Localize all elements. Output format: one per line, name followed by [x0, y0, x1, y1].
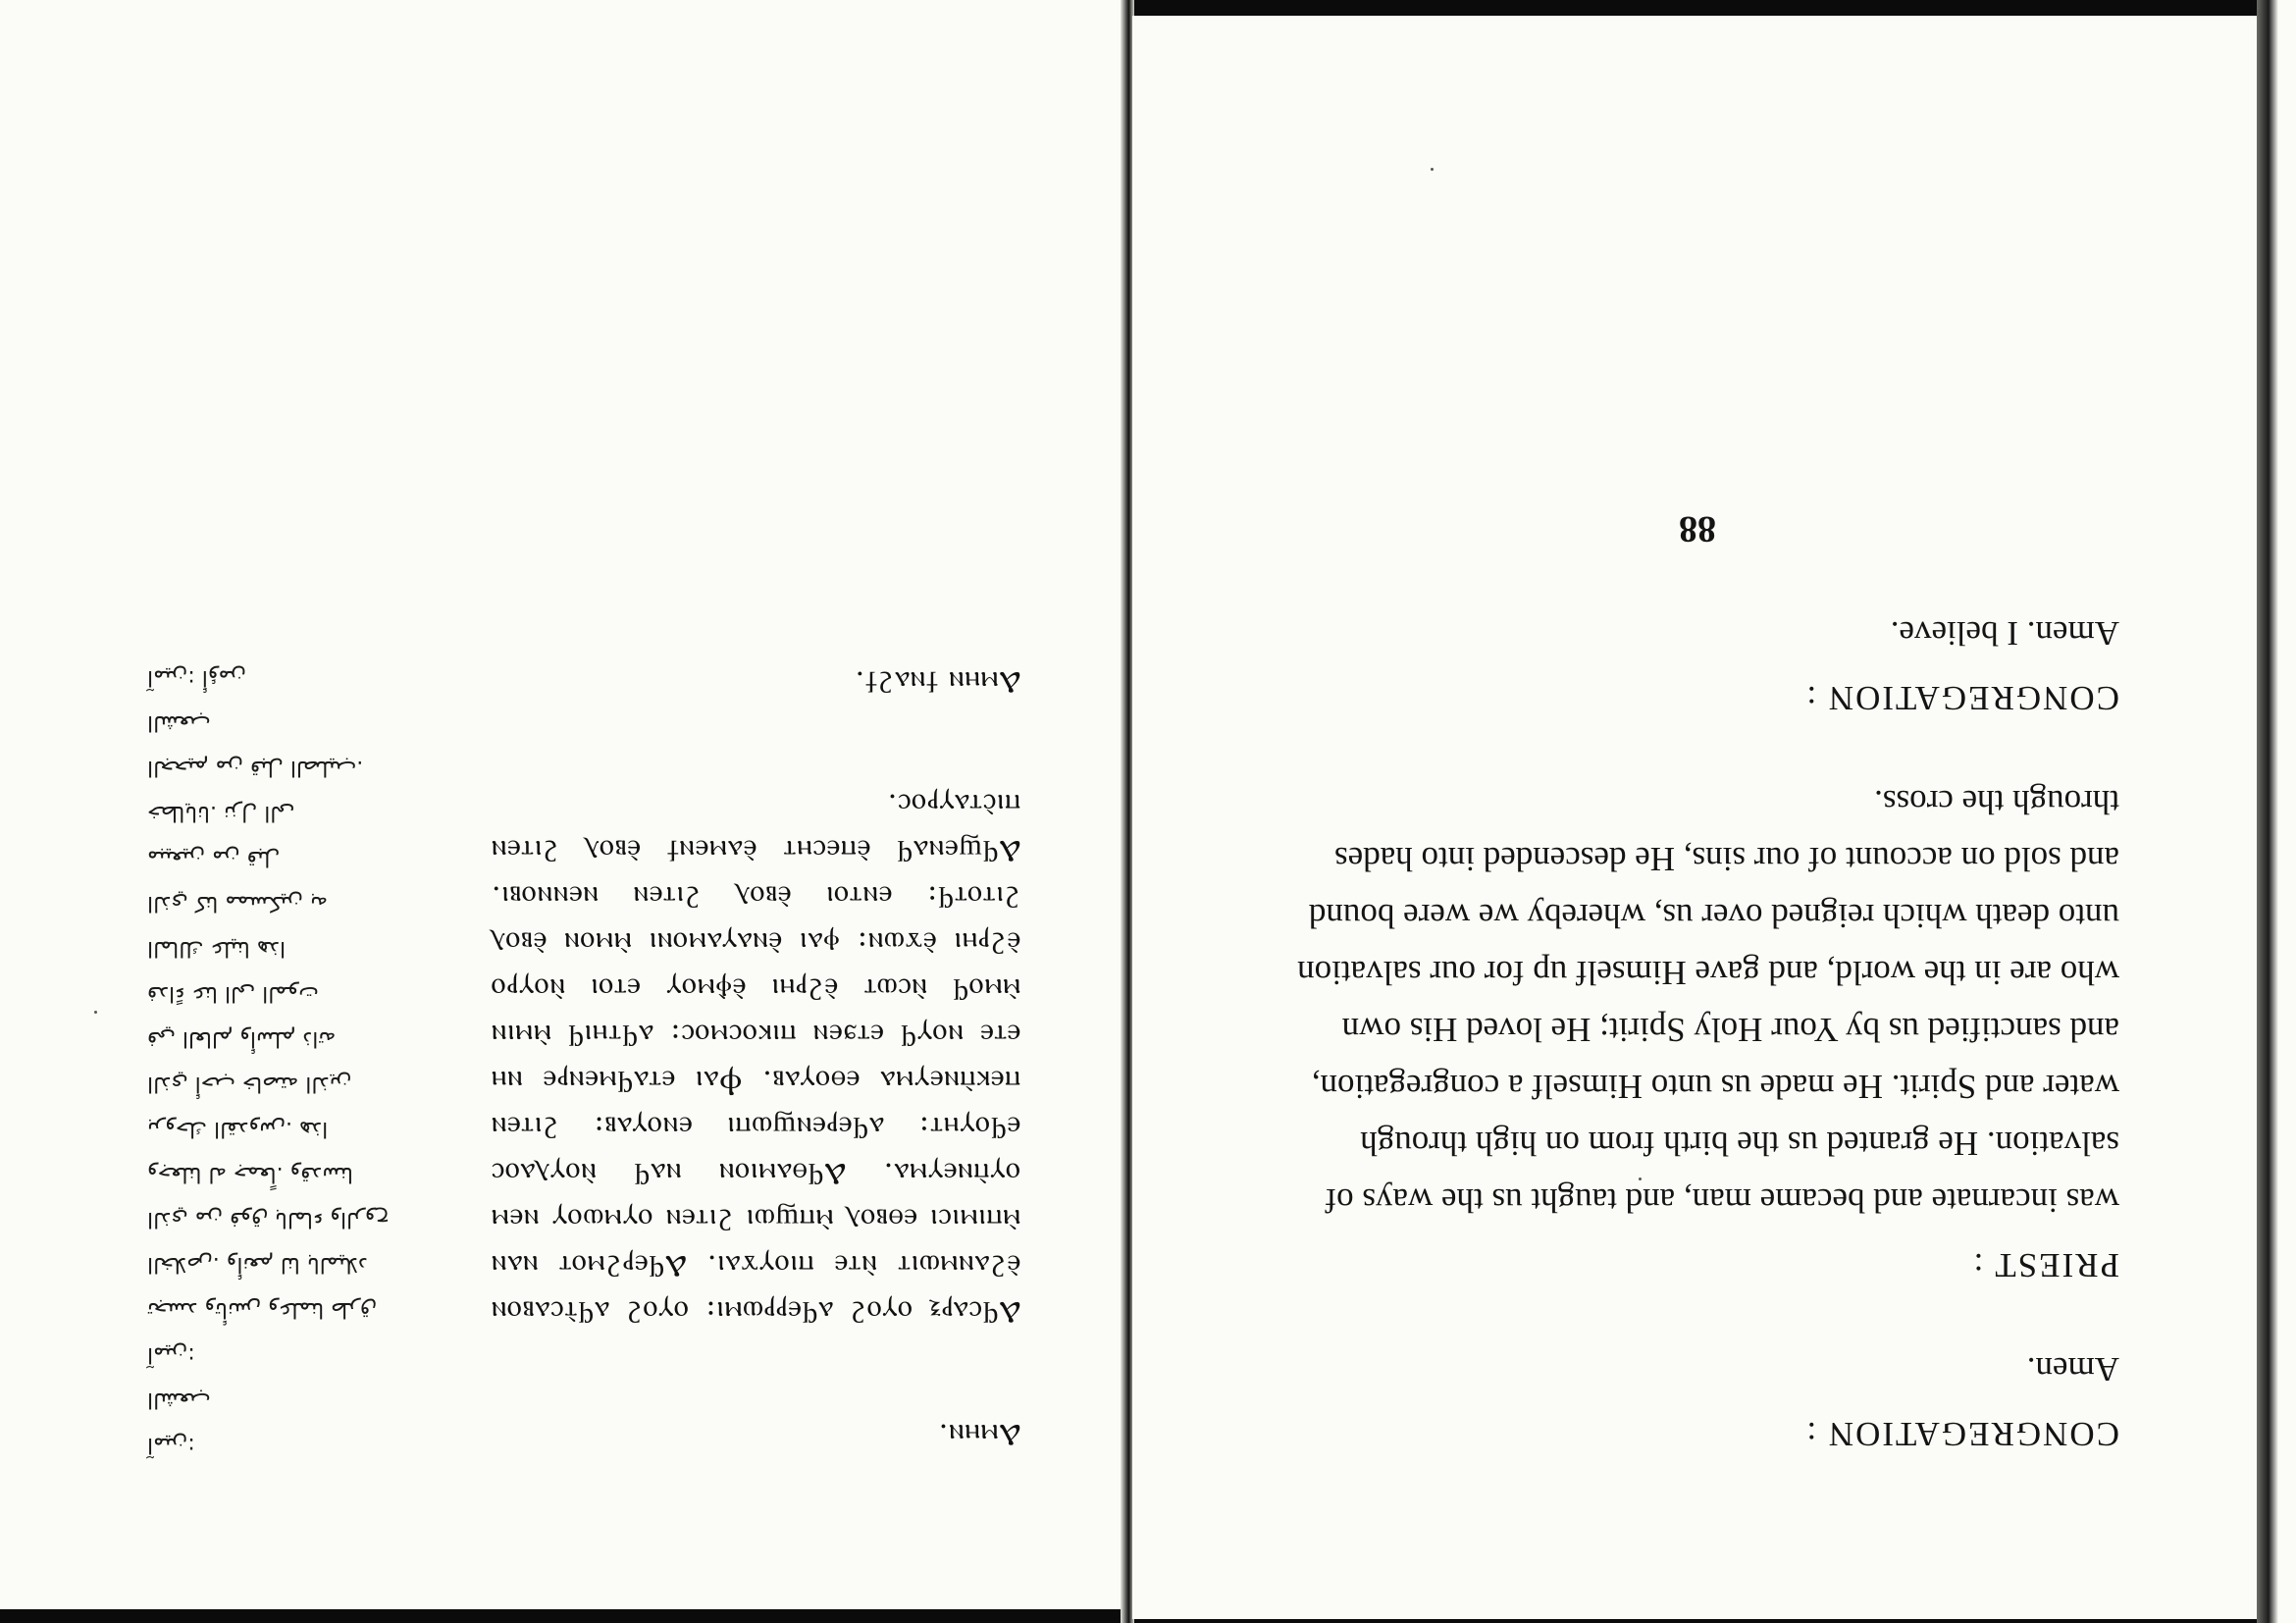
coptic-amen: Ⲁⲙⲏⲛ. — [937, 1417, 1020, 1451]
arabic-line: آمين: — [147, 1342, 195, 1367]
arabic-line: تجسد وتأنس وعلمنا طرق — [147, 1297, 377, 1322]
arabic-line: في العالم وأسلم ذاته — [147, 1026, 337, 1051]
coptic-closing: Ⲁⲙⲏⲛ ϯⲛⲁϩϯ. — [854, 664, 1020, 699]
arabic-line: فداءً عنا الى الموت — [147, 981, 319, 1006]
paper-speck — [1431, 168, 1434, 171]
arabic-line: آمين: أؤمن — [147, 665, 246, 690]
coptic-paragraph: Ⲁϥⲥⲁⲣⲝ ⲟⲩⲟϩ ⲁϥⲉⲣⲣⲱⲙⲓ: ⲟⲩⲟϩ ⲁϥⲧ̀ⲥⲁⲃⲟⲛ ⲉ̀ϩⲁⲛⲙⲱⲓⲧ ⲛ̀ⲧⲉ ⲡⲓⲟⲩϫⲁⲓ. Ⲁϥⲉⲣϩⲙⲟⲧ ⲛⲁⲛ ⲙ̀ⲡⲓⲙⲓⲥⲓ ⲉⲑⲃⲟⲗ ⲙ̀ⲡϣⲱⲓ ϩⲓⲧⲉⲛ ⲟⲩⲙⲱⲟⲩ ⲛⲉⲙ ⲟⲩⲡ̀ⲛⲉⲩⲙⲁ. Ⲁϥⲑⲁⲙⲓⲟⲛ ⲛⲁϥ ⲛ̀ⲟⲩⲗⲁⲟⲥ ⲉϥⲟⲩⲏⲧ: ⲁϥⲉⲣⲉⲛϣⲱⲡⲓ ⲉⲛⲟⲩⲁⲃ: ϩⲓⲧⲉⲛ ⲡⲉⲕⲡ̀ⲛⲉⲩⲙⲁ ⲉⲑⲟⲩⲁⲃ. Ⲫⲁⲓ ⲉⲧⲁϥⲙⲉⲛⲣⲉ ⲛⲏ ⲉⲧⲉ ⲛⲟⲩϥ ⲉⲧϧⲉⲛ ⲡⲓⲕⲟⲥⲙⲟⲥ: ⲁϥⲧⲏⲓϥ ⲙ̀ⲙⲓⲛ ⲙ̀ⲙⲟϥ ⲛ̀ⲥⲱⲧ ⲉ̀ϩⲣⲏⲓ ⲉ̀ⲫ̀ⲙⲟⲩ ⲉⲧⲟⲓ ⲛ̀ⲟⲩⲣⲟ ⲉ̀ϩⲣⲏⲓ ⲉ̀ϫⲱⲛ: ⲫⲁⲓ ⲉ̀ⲛⲁⲩⲁⲙⲟⲛⲓ ⲙ̀ⲙⲟⲛ ⲉ̀ⲃⲟⲗ ϩⲓⲧⲟⲧϥ: ⲉⲛⲧⲟⲓ ⲉ̀ⲃⲟⲗ ϩⲓⲧⲉⲛ ⲛⲉⲛⲛⲟⲃⲓ. Ⲁϥϣⲉⲛⲁϥ ⲉ̀ⲡⲉⲥⲏⲧ ⲉ̀ⲁⲙⲉⲛϯ ⲉ̀ⲃⲟⲗ ϩⲓⲧⲉⲛ ⲡⲓⲥ̀ⲧⲁⲩⲣⲟⲥ. — [491, 787, 1020, 1329]
coptic-text-block — [491, 221, 1020, 1457]
priest-heading: PRIEST : — [1971, 1246, 2119, 1284]
page-number: 88 — [1679, 508, 1716, 550]
arabic-line: الذي أحب خاصته الذين — [147, 1072, 352, 1096]
priest-text: was incarnate and became man, and taught us the ways of salvation. He granted us the birth from on high through water and Spirit. He made us unto Himself a congregation, and sanctified us by Your Holy Spirit; He loved His own who are in the world, and gave Himself up for our salvation unto death which reigned over us, whereby we were bound and sold on account of our sins, He descended into hades through the cross. — [1297, 783, 2119, 1220]
paper-speck — [94, 1011, 97, 1014]
arabic-line: الذي من فوق بالماء والروح — [147, 1207, 390, 1231]
arabic-line: خطايانا. نزل الى — [147, 801, 295, 825]
page-edge — [2257, 0, 2296, 1623]
paper-speck — [1639, 1178, 1642, 1180]
arabic-line: مبيعين من قبل — [147, 846, 281, 870]
congregation-heading: CONGREGATION : — [1804, 679, 2119, 717]
arabic-text-column — [147, 182, 390, 1467]
congregation-response: Amen. I believe. — [1890, 614, 2119, 653]
arabic-line: الخلاص. وأنعم لنا بالميلاد — [147, 1252, 368, 1277]
arabic-line: وجعلنا له جمعاً. وقدسنا — [147, 1162, 354, 1186]
left-page — [0, 0, 1126, 1609]
arabic-line: الجحيم من قبل الصليب. — [147, 756, 364, 780]
right-page — [1132, 16, 2263, 1619]
congregation-heading: CONGREGATION : — [1804, 1415, 2119, 1453]
arabic-line: بروحك القدوس. هذا — [147, 1117, 329, 1141]
congregation-response: Amen. — [2026, 1350, 2119, 1388]
arabic-line: الشعب — [147, 710, 211, 735]
arabic-line: الشعب — [147, 1387, 211, 1412]
arabic-line: المالك علينا هذا — [147, 936, 287, 961]
arabic-line: آمين: — [147, 1433, 195, 1457]
arabic-line: الذي كنا ممسكين به — [147, 891, 328, 916]
english-text-block — [1276, 152, 2119, 1462]
